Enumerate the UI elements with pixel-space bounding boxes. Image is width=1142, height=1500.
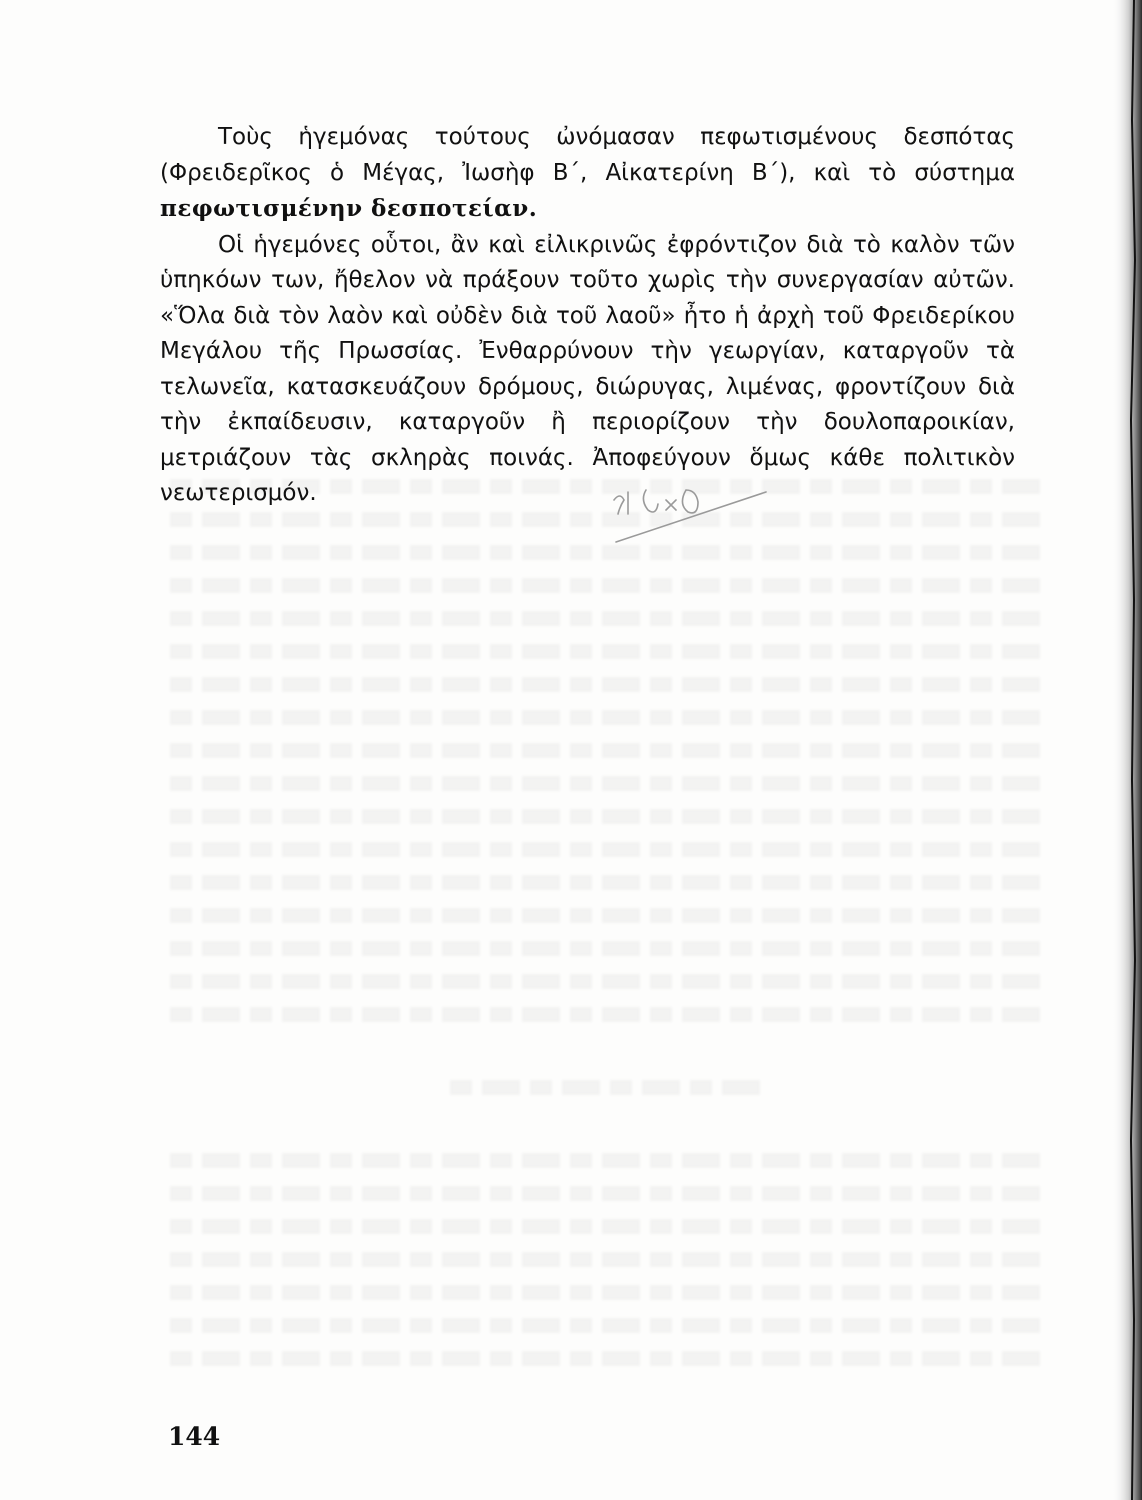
reverse-side-bleed-through <box>160 470 1040 1390</box>
page-number: 144 <box>168 1422 221 1451</box>
paragraph-1 <box>160 120 1015 228</box>
page-edge-shadow <box>1112 0 1142 1500</box>
bold-term: πεφωτισμένην δεσποτείαν. <box>160 195 538 222</box>
paragraph-2: Οἱ ἡγεμόνες οὗτοι, ἂν καὶ εἰλικρινῶς ἐφρόντιζον διὰ τὸ καλὸν τῶν ὑπηκόων των, ἤθελον νὰ πράξουν τοῦτο χωρὶς τὴν συνεργασίαν αὐτῶν. «Ὅλα διὰ τὸν λαὸν καὶ οὐδὲν διὰ τοῦ λαοῦ» ἦτο ἡ ἀρχὴ τοῦ Φρειδερίκου Μεγάλου τῆς Πρωσσίας. Ἐνθαρρύνουν τὴν γεωργίαν, καταργοῦν τὰ τελωνεῖα, κατασκευάζουν δρόμους, διώρυγας, λιμένας, φροντίζουν διὰ τὴν ἐκπαίδευσιν, καταργοῦν ἢ περιορίζουν τὴν δουλοπαροικίαν, μετριάζουν τὰς σκληρὰς ποινάς. Ἀποφεύγουν ὅμως κάθε πολιτικὸν νεωτερισμόν. <box>160 231 1015 506</box>
body-text <box>160 120 1015 512</box>
paragraph-1-text: Τοὺς ἡγεμόνας τούτους ὠνόμασαν πεφωτισμένους δεσπότας (Φρειδερῖκος ὁ Μέγας, Ἰωσὴφ Β΄, Αἰκατερίνη Β΄), καὶ τὸ σύστημα <box>160 124 1015 186</box>
